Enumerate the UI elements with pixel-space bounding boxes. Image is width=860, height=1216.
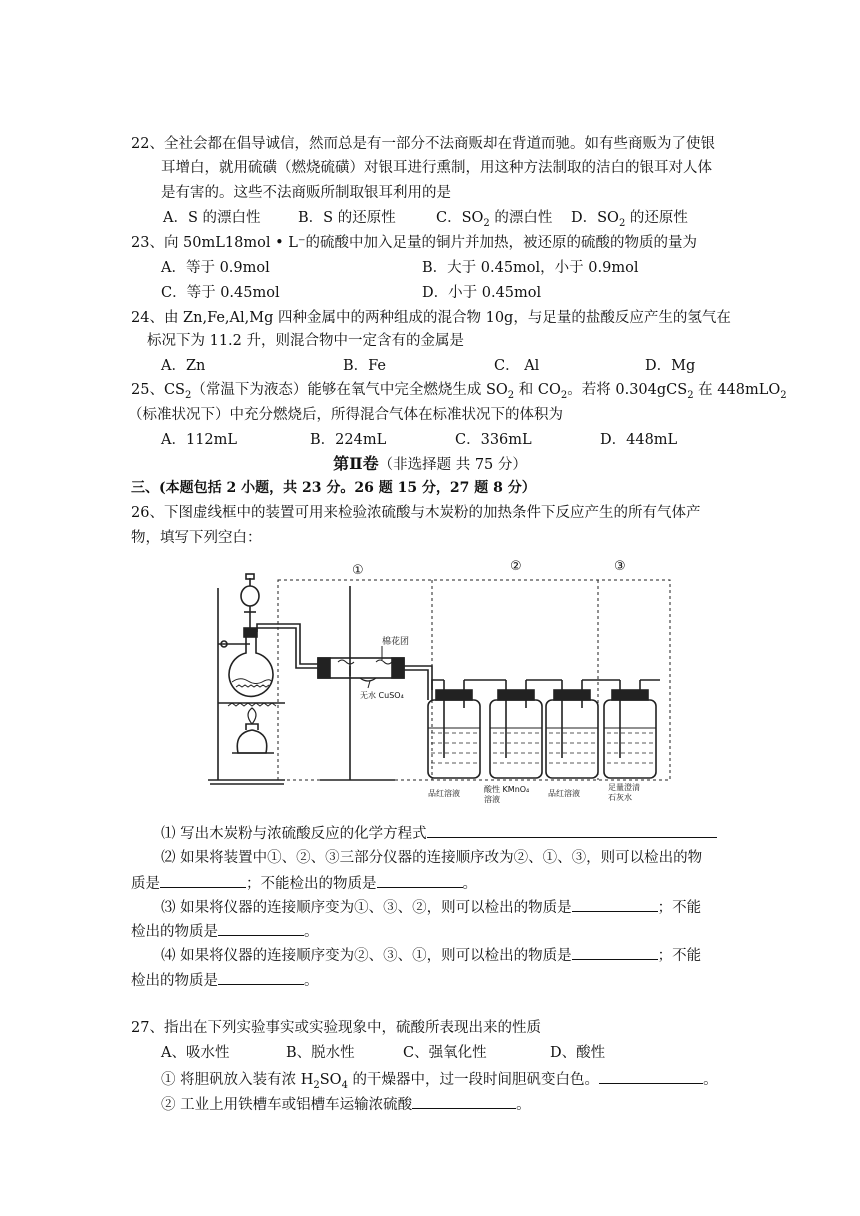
fig-bottle4-label-b: 石灰水 xyxy=(608,793,632,802)
q26-line2: 物，填写下列空白： xyxy=(131,530,262,546)
q24-option-b: B．Fe xyxy=(343,358,387,374)
fig-bottle1-label: 品红溶液 xyxy=(428,789,460,798)
q26-line1: 26、下图虚线框中的装置可用来检验浓硫酸与木炭粉的加热条件下反应产生的所有气体产 xyxy=(131,505,701,521)
bottle-4 xyxy=(604,680,656,778)
fig-cuso4-label: 无水 CuSO₄ xyxy=(360,691,404,700)
answer-blank-8[interactable] xyxy=(599,1068,703,1084)
q25-option-b: B．224mL xyxy=(310,432,387,448)
q22-option-b: B．S 的还原性 xyxy=(298,210,396,226)
answer-blank-2[interactable] xyxy=(160,872,246,888)
answer-blank-9[interactable] xyxy=(412,1093,516,1109)
q25-line2: （标准状况下）中充分燃烧后，所得混合气体在标准状况下的体积为 xyxy=(128,407,563,423)
q24-option-c: C． Al xyxy=(494,358,540,374)
q27-option-b: B、脱水性 xyxy=(286,1045,355,1061)
q23-option-c: C．等于 0.45mol xyxy=(161,285,280,301)
q22-line3: 是有害的。这些不法商贩所制取银耳利用的是 xyxy=(161,185,451,201)
answer-blank-5[interactable] xyxy=(218,920,304,936)
q22-option-d: D．$SO_2$ 的还原性 xyxy=(571,210,688,229)
q25-option-c: C．336mL xyxy=(455,432,532,448)
fig-bottle4-label-a: 足量澄清 xyxy=(608,783,640,792)
q26-sub1: ⑴ 写出木炭粉与浓硫酸反应的化学方程式 xyxy=(161,822,717,844)
q26-sub2-line2: 质是 ；不能检出的物质是 。 xyxy=(131,872,477,894)
q23-option-d: D．小于 0.45mol xyxy=(422,285,542,301)
answer-blank-4[interactable] xyxy=(572,896,658,912)
q26-sub3-line1: ⑶ 如果将仪器的连接顺序变为①、③、②，则可以检出的物质是 ；不能 xyxy=(161,896,701,918)
answer-blank-3[interactable] xyxy=(377,872,463,888)
fig-cotton-label: 棉花团 xyxy=(382,637,410,647)
q27-option-a: A、吸水性 xyxy=(161,1045,230,1061)
section3-heading: 三、(本题包括 2 小题，共 23 分。26 题 15 分，27 题 8 分） xyxy=(131,480,536,496)
q27-item1: ① 将胆矾放入装有浓 $H_2SO_4$ 的干燥器中，过一段时间胆矾变白色。 。 xyxy=(161,1068,718,1096)
apparatus-figure xyxy=(200,548,680,803)
q22-option-a: A．S 的漂白性 xyxy=(163,210,261,226)
q27-item2: ② 工业上用铁槽车或铝槽车运输浓硫酸 。 xyxy=(161,1093,531,1115)
answer-blank-1[interactable] xyxy=(427,822,717,838)
fig-bottle2-label-a: 酸性 KMnO₄ xyxy=(484,785,530,794)
q26-sub2-line1: ⑵ 如果将装置中①、②、③三部分仪器的连接顺序改为②、①、③，则可以检出的物 xyxy=(161,850,703,866)
q23-line1: 23、向 50mL18mol • L⁻的硫酸中加入足量的铜片并加热，被还原的硫酸的物质的量为 xyxy=(131,235,698,251)
q27-option-d: D、酸性 xyxy=(550,1045,606,1061)
answer-blank-7[interactable] xyxy=(218,969,304,985)
q27-option-c: C、强氧化性 xyxy=(403,1045,487,1061)
fig-label-2: ② xyxy=(510,559,522,574)
fig-bottle2-label-b: 溶液 xyxy=(484,795,500,803)
fig-bottle3-label: 品红溶液 xyxy=(548,789,580,798)
q22-line1: 22、全社会都在倡导诚信，然而总是有一部分不法商贩却在背道而驰。如有些商贩为了使银 xyxy=(131,136,715,152)
q26-sub3-line2: 检出的物质是 。 xyxy=(131,920,319,942)
part2-heading: 第Ⅱ卷（非选择题 共 75 分） xyxy=(333,454,527,473)
fig-label-3: ③ xyxy=(614,559,626,574)
bottle-1 xyxy=(428,680,480,778)
answer-blank-6[interactable] xyxy=(572,944,658,960)
q23-option-b: B．大于 0.45mol，小于 0.9mol xyxy=(422,260,639,276)
q24-line1: 24、由 Zn,Fe,Al,Mg 四种金属中的两种组成的混合物 10g，与足量的盐酸反应产生的氢气在 xyxy=(131,310,731,326)
q22-option-c: C．$SO_2$ 的漂白性 xyxy=(436,210,553,229)
bottle-2 xyxy=(490,680,542,778)
bottle-3 xyxy=(546,680,598,778)
fig-label-1: ① xyxy=(352,563,364,578)
q23-option-a: A．等于 0.9mol xyxy=(161,260,270,276)
q27-line1: 27、指出在下列实验事实或实验现象中，硫酸所表现出来的性质 xyxy=(131,1020,541,1036)
q25-option-d: D．448mL xyxy=(600,432,678,448)
q26-sub4-line2: 检出的物质是 。 xyxy=(131,969,319,991)
q26-sub4-line1: ⑷ 如果将仪器的连接顺序变为②、③、①，则可以检出的物质是 ；不能 xyxy=(161,944,701,966)
q24-line2: 标况下为 11.2 升，则混合物中一定含有的金属是 xyxy=(147,333,465,349)
q24-option-d: D．Mg xyxy=(645,358,696,374)
q25-line1: 25、$CS_2$（常温下为液态）能够在氧气中完全燃烧生成 $SO_2$ 和 $CO_2$。若将 0.304gCS$_2$ 在 448mLO$_2$ xyxy=(131,382,787,401)
q22-line2: 耳增白，就用硫磺（燃烧硫磺）对银耳进行熏制，用这种方法制取的洁白的银耳对人体 xyxy=(161,160,712,176)
q25-option-a: A．112mL xyxy=(161,432,238,448)
q24-option-a: A．Zn xyxy=(161,358,206,374)
